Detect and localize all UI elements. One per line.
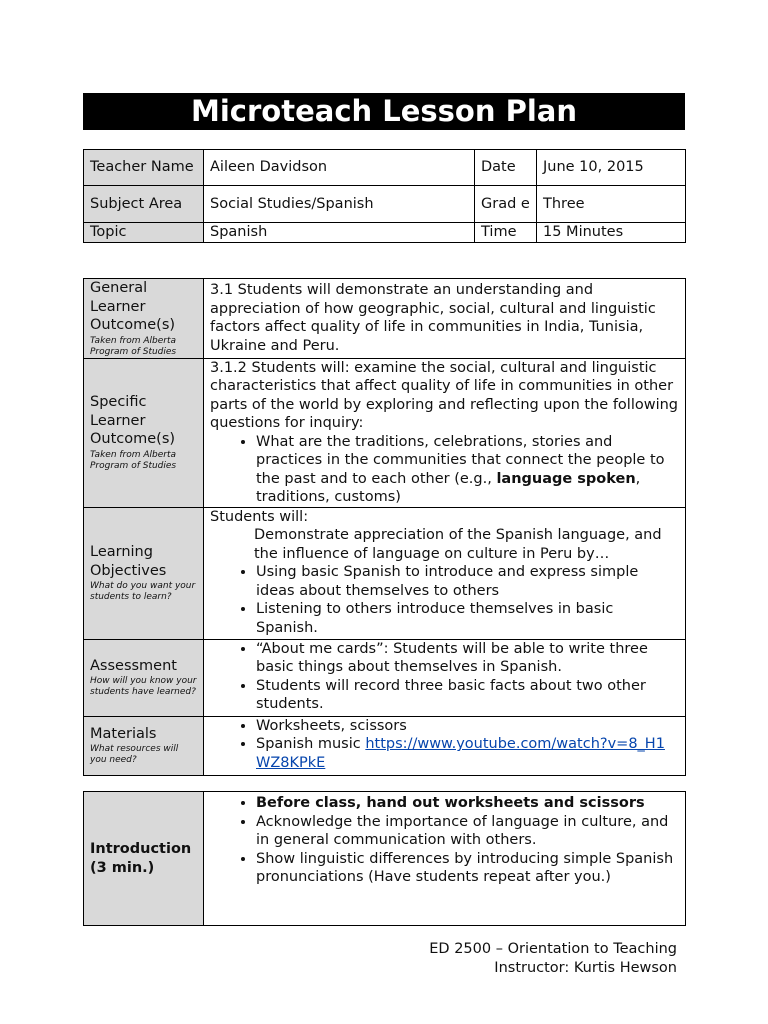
list-item: • Students will record three basic facts about two other students. [256, 677, 679, 714]
mat-label: Materials [90, 725, 157, 742]
lo-note: What do you want your students to learn? [90, 581, 196, 602]
date-label: Date [475, 150, 537, 186]
music-link[interactable]: https://www.youtube.com/watch?v=8_H1WZ8KPkE [256, 736, 665, 771]
intro-table [83, 791, 686, 926]
list-item: • Before class, hand out worksheets and scissors [256, 794, 679, 813]
slo-label: Specific Learner Outcome(s) [90, 394, 176, 448]
footer-instructor: Instructor: Kurtis Hewson [494, 960, 677, 976]
lo-label: Learning Objectives [90, 544, 167, 579]
list-item: • Spanish music https://www.youtube.com/watch?v=8_H1WZ8KPkE [256, 735, 679, 772]
topic-value: Spanish [204, 223, 475, 243]
as-list [210, 640, 679, 714]
list-item: • Listening to others introduce themselves in basic Spanish. [256, 600, 679, 637]
as-note: How will you know your students have learned? [90, 676, 197, 698]
slo-label-cell [84, 358, 204, 507]
lo-list [210, 563, 679, 637]
glo-note: Taken from Alberta Program of Studies [90, 335, 177, 357]
lo-content [204, 507, 686, 639]
lo-indent: Demonstrate appreciation of the Spanish language, and the influence of language on culture in Peru by… [254, 527, 662, 562]
intro-label: Introduction (3 min.) [84, 792, 204, 926]
glo-text: 3.1 Students will demonstrate an understanding and appreciation of how geographic, social, cultural and linguistic factors affect quality of life in communities in India, Tunisia, Ukraine and Peru. [204, 279, 686, 359]
teacher-value: Aileen Davidson [204, 150, 475, 186]
date-value: June 10, 2015 [537, 150, 686, 186]
page-footer [429, 940, 677, 978]
as-label-cell [84, 639, 204, 716]
footer-course: ED 2500 – Orientation to Teaching [429, 941, 677, 957]
teacher-label: Teacher Name [84, 150, 204, 186]
intro-list [210, 794, 679, 887]
list-item: • Using basic Spanish to introduce and express simple ideas about themselves to others [256, 563, 679, 600]
glo-label: General Learner Outcome(s) [90, 280, 176, 333]
time-value: 15 Minutes [537, 223, 686, 243]
info-table [83, 149, 686, 243]
slo-content [204, 358, 686, 507]
time-label: Time [475, 223, 537, 243]
list-item: • “About me cards”: Students will be able to write three basic things about themselves in Spanish. [256, 640, 679, 677]
grade-label: Grad e [475, 186, 537, 223]
page-title: Microteach Lesson Plan [83, 93, 685, 130]
as-content [204, 639, 686, 716]
mat-content [204, 716, 686, 775]
list-item: • Acknowledge the importance of language in culture, and in general communication with others. [256, 813, 679, 850]
topic-label: Topic [84, 223, 204, 243]
glo-label-cell [84, 279, 204, 359]
mat-note: What resources will you need? [90, 744, 179, 766]
subject-value: Social Studies/Spanish [204, 186, 475, 223]
list-item: • Worksheets, scissors [256, 717, 679, 736]
slo-bold-text: language spoken [496, 470, 636, 487]
subject-label: Subject Area [84, 186, 204, 223]
as-label: Assessment [90, 657, 177, 674]
list-item: • What are the traditions, celebrations, stories and practices in the communities that connect the people to the past and to each other (e.g., language spoken, traditions, customs) [256, 433, 679, 507]
mat-list [210, 717, 679, 773]
intro-content [204, 792, 686, 926]
lo-intro: Students will: [210, 508, 309, 525]
slo-text: 3.1.2 Students will: examine the social, cultural and linguistic characteristics that affect quality of life in communities in other parts of the world by exploring and reflecting upon the following questions for inquiry: [210, 359, 679, 431]
slo-note: Taken from Alberta Program of Studies [90, 449, 177, 471]
grade-value: Three [537, 186, 686, 223]
mat-label-cell [84, 716, 204, 775]
lo-label-cell [84, 507, 204, 639]
outcomes-table [83, 278, 686, 776]
list-item: • Show linguistic differences by introducing simple Spanish pronunciations (Have students repeat after you.) [256, 850, 679, 887]
slo-list [210, 433, 679, 507]
